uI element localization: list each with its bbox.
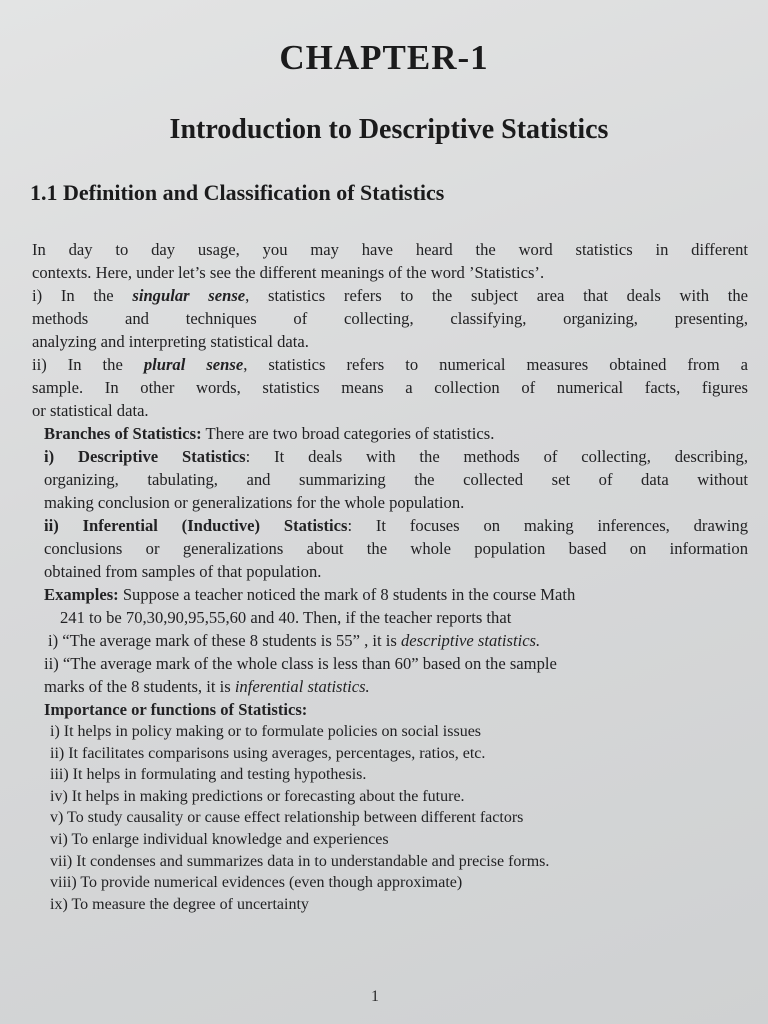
list-item: iii) It helps in formulating and testing hypothesis. xyxy=(50,766,367,784)
importance-heading xyxy=(32,698,748,721)
descriptive-label: i) Descriptive Statistics xyxy=(44,447,246,466)
examples-line-2: 241 to be 70,30,90,95,55,60 and 40. Then, if the teacher reports that xyxy=(60,608,512,627)
descriptive-line-3: making conclusion or generalizations for the whole population. xyxy=(44,493,465,512)
examples-line-3-text: i) “The average mark of these 8 students is 55” , it is xyxy=(48,631,401,650)
plural-prefix: ii) In the xyxy=(32,355,144,374)
examples-label: Examples: xyxy=(44,585,119,604)
intro-line-2: contexts. Here, under let’s see the different meanings of the word ’Statistics’. xyxy=(32,263,545,282)
inferential-label: ii) Inferential (Inductive) Statistics xyxy=(44,516,348,535)
importance-label: Importance or functions of Statistics: xyxy=(44,700,308,719)
inferential-rest: : It focuses on making inferences, drawing xyxy=(347,516,748,535)
singular-prefix: i) In the xyxy=(32,286,133,305)
singular-line-3: analyzing and interpreting statistical data. xyxy=(32,332,309,351)
plural-line-2: sample. In other words, statistics means a collection of numerical facts, figures xyxy=(32,378,748,397)
list-item: vii) It condenses and summarizes data in to understandable and precise forms. xyxy=(50,852,550,870)
list-item: vi) To enlarge individual knowledge and experiences xyxy=(50,830,389,848)
list-item: iv) It helps in making predictions or forecasting about the future. xyxy=(50,787,465,805)
page-number: 1 xyxy=(371,988,379,1005)
inferential-line-3: obtained from samples of that population. xyxy=(44,562,322,581)
examples-line-1 xyxy=(32,583,748,606)
singular-term: singular sense xyxy=(132,286,246,305)
list-item: ix) To measure the degree of uncertainty xyxy=(50,895,309,913)
list-item: viii) To provide numerical evidences (even though approximate) xyxy=(50,874,463,892)
branches-text: There are two broad categories of statistics. xyxy=(201,424,495,443)
examples-rest: Suppose a teacher noticed the mark of 8 students in the course Math xyxy=(118,585,576,604)
importance-list xyxy=(32,721,748,915)
intro-line-1: In day to day usage, you may have heard the word statistics in different xyxy=(32,240,748,259)
chapter-heading: CHAPTER-1 xyxy=(279,38,489,77)
inferential-line-1 xyxy=(32,514,748,537)
list-item: v) To study causality or cause effect relationship between different factors xyxy=(50,809,524,827)
descriptive-line-2: organizing, tabulating, and summarizing the collected set of data without xyxy=(44,470,748,489)
examples-line-5-text: marks of the 8 students, it is xyxy=(44,677,235,696)
singular-rest: , statistics refers to the subject area that deals with the xyxy=(245,286,748,305)
branches-line xyxy=(32,422,748,445)
singular-line-2: methods and techniques of collecting, classifying, organizing, presenting, xyxy=(32,309,748,328)
singular-line-1 xyxy=(32,284,748,307)
body-text xyxy=(32,238,748,915)
plural-term: plural sense xyxy=(143,355,244,374)
list-item: ii) It facilitates comparisons using averages, percentages, ratios, etc. xyxy=(50,744,486,762)
examples-inferential-term: inferential statistics. xyxy=(234,677,370,696)
examples-descriptive-term: descriptive statistics. xyxy=(400,631,541,650)
inferential-line-2: conclusions or generalizations about the whole population based on information xyxy=(44,539,748,558)
examples-line-3 xyxy=(32,629,748,652)
examples-line-4: ii) “The average mark of the whole class is less than 60” based on the sample xyxy=(44,654,557,673)
plural-rest: , statistics refers to numerical measures obtained from a xyxy=(243,355,748,374)
branches-label: Branches of Statistics: xyxy=(44,424,202,443)
section-heading: 1.1 Definition and Classification of Statistics xyxy=(30,180,445,205)
examples-line-5 xyxy=(32,675,748,698)
descriptive-line-1 xyxy=(32,445,748,468)
plural-line-3: or statistical data. xyxy=(32,401,149,420)
chapter-title: Introduction to Descriptive Statistics xyxy=(169,114,609,145)
plural-line-1 xyxy=(32,353,748,376)
descriptive-rest: : It deals with the methods of collecting, describing, xyxy=(245,447,749,466)
list-item: i) It helps in policy making or to formulate policies on social issues xyxy=(50,723,482,740)
